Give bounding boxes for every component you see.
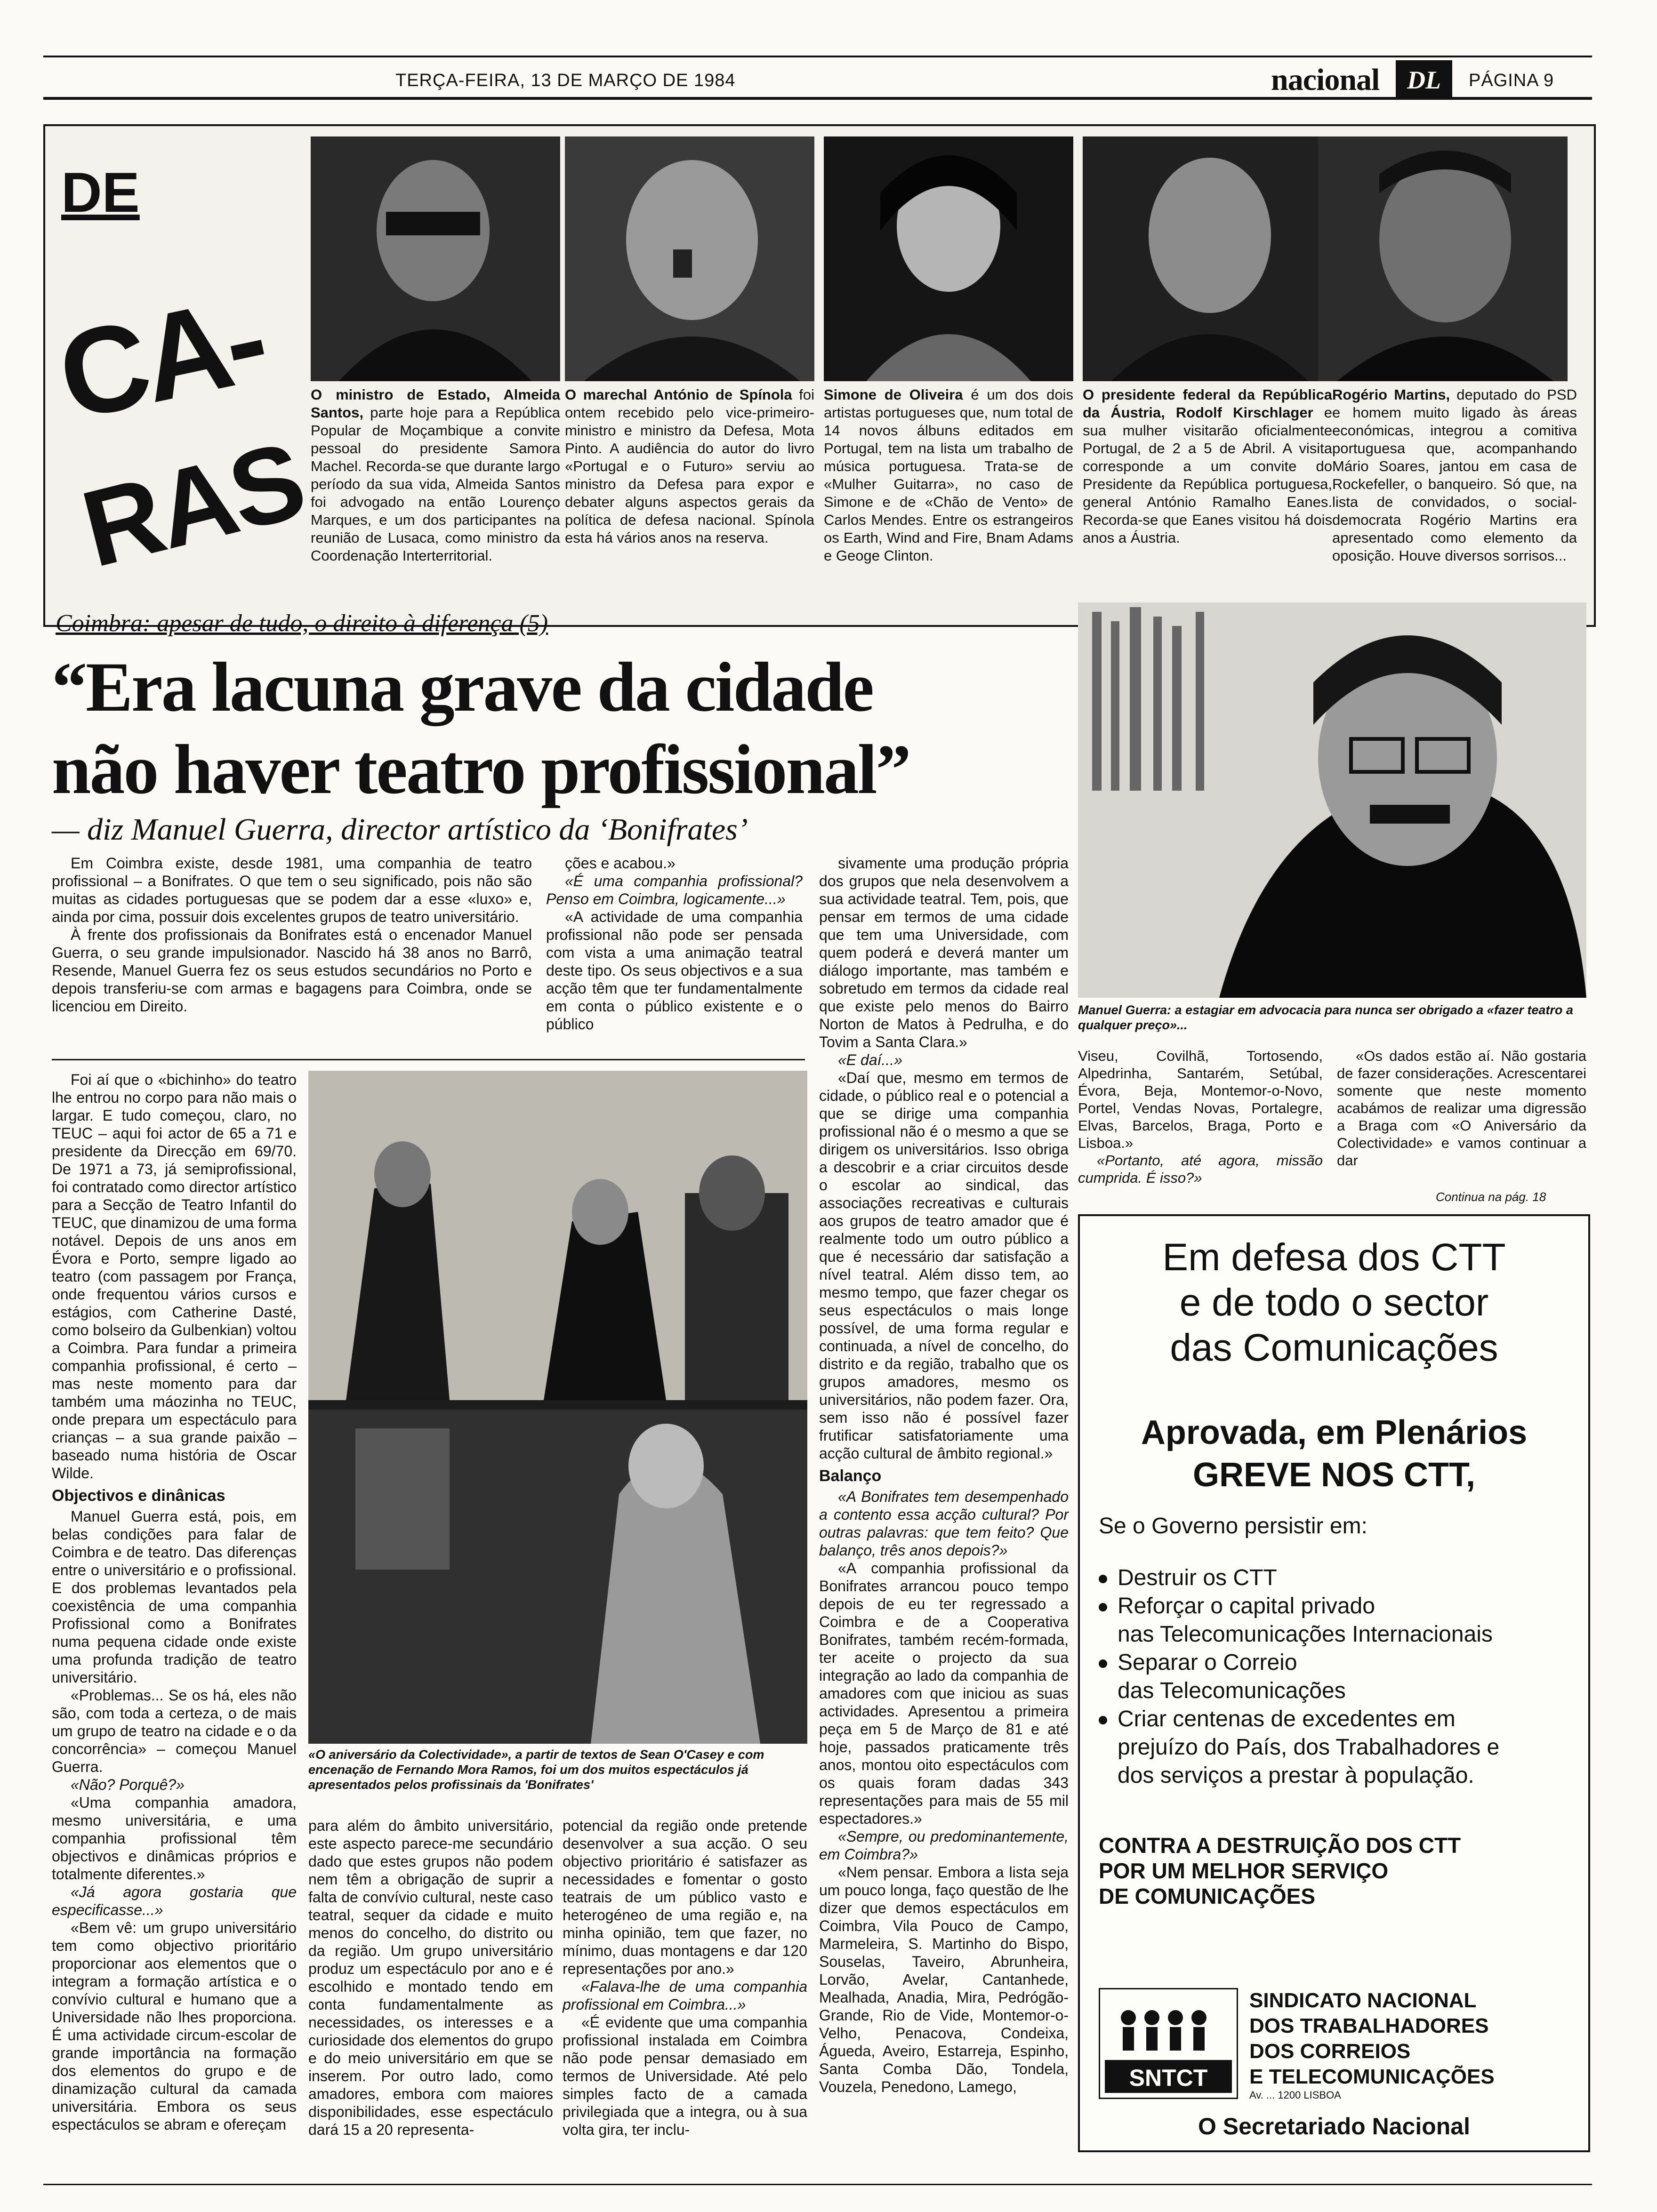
paragraph: «Nem pensar. Embora a lista seja um pouco longa, faço questão de lhe dizer que demos espectáculos em Coimbra, Vila Pouco de Campo, Marmeleira, S. Martinho do Bispo, Souselas, Taveiro, Abrunheira, Lorvão, Avelar, Cantanhede, Mealhada, Anadia, Mira, Pedrógão-Grande, Rio de Vide, Montemor-o-Velho, Penacova, Condeixa, Águeda, Aveiro, Estarreja, Espinho, Santa Comba Dão, Tondela, Vouzela, Penedono, Lamego, xyxy=(819,1864,1069,2095)
caption-text: deputado do PSD e homem muito ligado às áreas económicas, integrou a comitiva portuguesa que, acompanhando Mário Soares, jantou em casa de Rockefeller, o banqueiro. Só que, na lista de convidados, o social-democrata Rogério Martins era apresentado como elemento da oposição. Houve diversos sorrisos... xyxy=(1332,386,1577,564)
ad-item-3-cont: das Telecomunicações xyxy=(1118,1678,1346,1703)
ad-title-line-2: e de todo o sector xyxy=(1179,1281,1489,1324)
paragraph: «Uma companhia amadora, mesmo universitária, e uma companhia profissional têm objectivos e dinâmicas próprios e totalmente diferentes.» xyxy=(52,1794,297,1883)
ad-slogan-1: CONTRA A DESTRUIÇÃO DOS CTT xyxy=(1099,1833,1461,1858)
ad-item-text: Reforçar o capital privado xyxy=(1118,1594,1375,1619)
caption-almeida-santos xyxy=(311,386,560,612)
paragraph: «Os dados estão aí. Não gostaria de fazer considerações. Acrescentarei somente que neste momento acabámos de realizar uma digressão a Braga com «O Aniversário da Colectividade» e vamos continuar a dar xyxy=(1337,1048,1586,1169)
subheading-objectivos: Objectivos e dinânicas xyxy=(52,1487,225,1505)
column-4 xyxy=(1078,1047,1323,1186)
column-5 xyxy=(1337,1047,1586,1169)
caption-name: Rogério Martins, xyxy=(1332,386,1450,403)
question: «Falava-lhe de uma companhia profissional em Coimbra...» xyxy=(563,1978,807,2013)
paragraph: potencial da região onde pretende desenvolver a sua acção. O seu objectivo prioritário é satisfazer as necessidades e fomentar o gosto teatrais de um público vasto e heterogéneo de uma região e, na minha opinião, tem que fazer, no mínimo, duas montagens e dar 120 representações por ano.» xyxy=(563,1817,807,1977)
ad-item-1 xyxy=(1099,1564,1579,1592)
ad-intro: Se o Governo persistir em: xyxy=(1099,1514,1367,1539)
bullet-icon xyxy=(1099,1716,1107,1724)
paragraph: Foi aí que o «bichinho» do teatro lhe entrou no corpo para não mais o largar. E tudo começou, claro, no TEUC – aqui foi actor de 65 a 71 e presidente da Direcção em 69/70. De 1971 a 73, já semiprofissional, foi contratado como director artístico para a Secção de Teatro Infantil do TEUC, que dinamizou de uma forma notável. Depois de uns anos em Évora e Porto, sempre ligado ao teatro (com passagem por França, onde frequentou vários cursos e estágios, com Catherine Dasté, como bolseiro da Gulbenkian) voltou a Coimbra. Para fundar a primeira companhia profissional, é certo – mas neste momento para dar também uma máozinha no TEUC, onde prepara um espectáculo para crianças – a sua grande paixão – baseado numa história de Oscar Wilde. xyxy=(52,1071,297,1482)
caption-simone-oliveira xyxy=(824,386,1073,612)
question: «A Bonifrates tem desempenhado a contento essa acção cultural? Por outras palavras: que tem feito? Que balanço, três anos depois?» xyxy=(819,1488,1069,1559)
portrait-rogerio-martins xyxy=(1318,136,1568,381)
bullet-icon xyxy=(1099,1659,1107,1668)
caption-name: O ministro de Estado, Almeida Santos, xyxy=(311,386,560,421)
photo-stage-aniversario xyxy=(308,1071,807,1744)
bullet-icon xyxy=(1099,1603,1107,1611)
portrait-simone-oliveira xyxy=(824,136,1073,381)
caras-word-ca: CA- xyxy=(47,270,275,446)
header-date: TERÇA-FEIRA, 13 DE MARÇO DE 1984 xyxy=(395,71,736,90)
ad-slogan-2: POR UM MELHOR SERVIÇO xyxy=(1099,1859,1389,1883)
question: «Sempre, ou predominantemente, em Coimbra?» xyxy=(819,1828,1069,1863)
paragraph: «Bem vê: um grupo universitário tem como objectivo prioritário proporcionar aos elementos que o integram a formação artística e o convívio cultural e humano que a Universidade não lhes proporciona. É uma actividade circum-escolar de grande importância na formação dos elementos do grupo e de dinamização cultural da camada universitária. Embora os seus espectáculos se abram e ofereçam xyxy=(52,1919,297,2133)
portrait-almeida-santos xyxy=(311,136,560,381)
header-page-number: PÁGINA 9 xyxy=(1469,71,1554,90)
sntct-logo-icon xyxy=(1099,1988,1238,2099)
paragraph: «Daí que, mesmo em termos de cidade, o público real e o potencial a que se dirige uma companhia profissional não é o mesmo a que se dirigem os universitários. Isso obriga a descobrir e a criar circuitos desde o escolar ao sindical, das associações recreativas e culturais aos grupos de teatro amador que é realmente todo um outro público a que é necessário dar satisfação a nível teatral. Além disso tem, ao mesmo tempo, que fazer chegar os seus espectáculos o mais longe possível, de uma forma regular e continuada, a nível de concelho, do distrito e da região, trabalho que os grupos amadores, mesmo os universitários, não podem fazer. Ora, sem isso não é possível fazer frutificar satisfatoriamente uma acção cultural de âmbito regional.» xyxy=(819,1069,1069,1462)
column-1 xyxy=(52,1071,297,2133)
top-rule xyxy=(43,56,1592,57)
logo-letters: DL xyxy=(1407,66,1441,94)
photo-manuel-guerra xyxy=(1078,602,1586,998)
paragraph: Em Coimbra existe, desde 1981, uma companhia de teatro profissional – a Bonifrates. O que tem o seu significado, pois não são muitas as cidades portuguesas que se podem dar a esse «luxo» e, ainda por cima, possuir dois excelentes grupos de teatro universitário. xyxy=(52,855,532,925)
ad-item-4-cont-2: dos serviços a prestar à população. xyxy=(1118,1763,1474,1788)
paragraph: «A actividade de uma companhia profissional não pode ser pensada com vista a uma animação teatral deste tipo. Os seus objectivos e a sua acção têm que ter fundamentalmente em conta o público existente e o público xyxy=(546,908,803,1033)
ad-approved: Aprovada, em Plenários xyxy=(1141,1414,1528,1451)
caption-name: O presidente federal da República da Áustria, Rodolf Kirschlager xyxy=(1083,386,1332,421)
question: «Já agora gostaria que especificasse...» xyxy=(52,1883,297,1918)
ad-slogan-3: DE COMUNICAÇÕES xyxy=(1099,1884,1316,1908)
union-name xyxy=(1249,1988,1495,2090)
photo-caption-manuel-guerra: Manuel Guerra: a estagiar em advocacia para nunca ser obrigado a «fazer teatro a qualquer preço»... xyxy=(1078,1003,1573,1032)
caras-word-de: DE xyxy=(61,161,140,224)
article-subhead: — diz Manuel Guerra, director artístico da ‘Bonifrates’ xyxy=(52,812,748,847)
ad-item-text: Separar o Correio xyxy=(1118,1650,1297,1675)
question: «É uma companhia profissional? Penso em Coimbra, logicamente...» xyxy=(546,873,803,907)
caption-text: parte hoje para a República Popular de Moçambique a convite pessoal do presidente Samora Machel. Recorda-se que durante largo período da sua vida, Almeida Santos foi advogado na então Lourenço Marques, e um dos participantes na reunião de Lusaca, como ministro da Coordenação Interterritorial. xyxy=(311,404,560,564)
column-3 xyxy=(819,854,1069,2096)
union-line-4: E TELECOMUNICAÇÕES xyxy=(1249,2065,1495,2088)
bottom-rule xyxy=(43,2184,1592,2185)
paragraph: «Problemas... Se os há, eles não são, com toda a certeza, o de mais um grupo de teatro na cidade e o da concorrência» – começou Manuel Guerra. xyxy=(52,1687,297,1775)
caption-name: Simone de Oliveira xyxy=(824,386,963,403)
bullet-icon xyxy=(1099,1575,1107,1583)
lead-divider xyxy=(52,1059,805,1060)
question: «Não? Porquê?» xyxy=(71,1776,185,1793)
column-2-lower xyxy=(308,1817,553,2139)
caption-kirschlager xyxy=(1083,386,1332,612)
paragraph: «A companhia profissional da Bonifrates arrancou pouco tempo depois de eu ter regressado a Coimbra e de a Cooperativa Bonifrates, também recém-formada, ter aceite o projecto da sua integração ao lado da companhia de amadores com que iniciou as suas actividades. Apresentou a primeira peça em 5 de Março de 81 e até hoje, passados praticamente três anos, montou oito espectáculos com os quais foram dadas 343 representações para mais de 55 mil espectadores.» xyxy=(819,1560,1069,1827)
caption-rogerio-martins xyxy=(1332,386,1577,612)
paragraph: sivamente uma produção própria dos grupos que nela desenvolvem a sua actividade teatral. Tem, pois, que pensar em termos de uma cidade que tem uma Universidade, com quem poderá e deverá manter um diálogo importante, mas também e sobretudo em termos da cidade real que existe pelo menos do Bairro Norton de Matos à Pedrulha, e do Tovim a Santa Clara.» xyxy=(819,855,1069,1050)
newspaper-logo-icon xyxy=(1396,60,1452,100)
continued-note: Continua na pág. 18 xyxy=(1436,1190,1546,1204)
ad-signature: O Secretariado Nacional xyxy=(1198,2113,1470,2140)
ad-title-line-3: das Comunicações xyxy=(1170,1326,1498,1369)
ad-item-4-cont-1: prejuízo do País, dos Trabalhadores e xyxy=(1118,1735,1500,1760)
paragraph: para além do âmbito universitário, este aspecto parece-me secundário dado que estes grupos não podem nem têm a obrigação de suprir a falta de convívio cultural, neste caso teatral, sequer da cidade e muito menos do concelho, do distrito ou da região. Um grupo universitário produz um espectáculo por ano e é escolhido e montado tendo em conta fundamentalmente as necessidades, os interesses e a curiosidade dos elementos do grupo e do meio universitário em que se inserem. Por outro lado, como amadores, embora com maiores disponibilidades, esse espectáculo dará 15 a 20 representa- xyxy=(308,1817,553,2138)
paragraph: ções e acabou.» xyxy=(565,855,676,872)
question: «E daí...» xyxy=(838,1051,902,1068)
union-line-2: DOS TRABALHADORES xyxy=(1249,2014,1489,2037)
caption-name: O marechal António de Spínola xyxy=(565,386,792,403)
union-line-3: DOS CORREIOS xyxy=(1249,2040,1411,2063)
portrait-kirschlager xyxy=(1083,136,1332,381)
ad-item-text: Destruir os CTT xyxy=(1118,1565,1277,1590)
headline-line-2: não haver teatro profissional” xyxy=(52,730,910,809)
article-kicker: Coimbra: apesar de tudo, o direito à diferença (5) xyxy=(56,610,548,637)
portrait-antonio-spinola xyxy=(565,136,814,381)
caras-word-ras: RAS xyxy=(71,419,314,590)
question: «Portanto, até agora, missão cumprida. É isso?» xyxy=(1078,1152,1323,1186)
ctt-ad-box xyxy=(1078,1214,1590,2152)
photo-caption-stage: «O aniversário da Colectividade», a partir de textos de Sean O'Casey e com encenação de Fernando Mora Ramos, foi um dos muitos espectáculos já apresentados pelos profissinais da 'Bonifrates' xyxy=(308,1747,764,1792)
union-line-1: SINDICATO NACIONAL xyxy=(1249,1989,1477,2012)
caption-text: foi ontem recebido pelo vice-primeiro-ministro e ministro da Defesa, Mota Pinto. A audiência do autor do livro «Portugal e o Futuro» serviu ao ministro da Defesa para expor e debater alguns aspectos gerais da política de defesa nacional. Spínola esta há vários anos na reserva. xyxy=(565,386,815,546)
ad-strike: GREVE NOS CTT, xyxy=(1192,1456,1476,1494)
headline-line-1: “Era lacuna grave da cidade xyxy=(52,648,873,726)
ad-item-2 xyxy=(1099,1593,1579,1620)
header-section: nacional xyxy=(1271,63,1380,97)
paragraph: Viseu, Covilhã, Tortosendo, Alpedrinha, Santarém, Setúbal, Évora, Beja, Montemor-o-Novo, Portel, Vendas Novas, Portalegre, Elvas, Barcelos, Braga, Porto e Lisboa.» xyxy=(1078,1048,1323,1151)
caption-antonio-spinola xyxy=(565,386,814,612)
ad-title-line-1: Em defesa dos CTT xyxy=(1162,1236,1506,1279)
paragraph: Manuel Guerra está, pois, em belas condições para falar de Coimbra e de teatro. Das diferenças entre o universitário e o profissional. E dos problemas levantados pela coexistência de uma companhia Profissional como a Bonifrates numa pequena cidade onde existe uma profunda tradição de teatro universitário. xyxy=(52,1508,297,1686)
lead-column-1 xyxy=(52,854,532,1015)
ad-item-3 xyxy=(1099,1649,1579,1676)
paragraph: À frente dos profissionais da Bonifrates está o encenador Manuel Guerra, o seu grande impulsionador. Nascido há 38 anos no Barrô, Resende, Manuel Guerra fez os seus estudos secundários no Porto e depois transferiu-se com armas e bagagens para Coimbra, onde se licenciou em Direito. xyxy=(52,926,532,1015)
union-address: Av. ... 1200 LISBOA xyxy=(1249,2089,1341,2101)
paragraph: «É evidente que uma companhia profissional instalada em Coimbra não pode pensar demasiado em termos de Universidade. Até pelo simples facto de a camada privilegiada que a integra, ou à sua volta gira, ter inclu- xyxy=(563,2014,807,2138)
caption-text: é um dos dois artistas portugueses que, num total de 14 novos álbuns editados em Portugal, tem na lista um trabalho de música portuguesa. Trata-se de «Mulher Guitarra», no caso de Simone e de «Chão de Vento» de Carlos Mendes. Entre os estrangeiros os Earth, Wind and Fire, Bnam Adams e Geoge Clinton. xyxy=(824,386,1074,564)
subheading-balanco: Balanço xyxy=(819,1467,882,1485)
caption-text: e sua mulher visitarão oficialmente Portugal, de 2 a 5 de Abril. A visita corresponde a um convite do Presidente da República portuguesa, general António Ramalho Eanes. Recorda-se que Eanes visitou há dois anos a Áustria. xyxy=(1083,404,1332,546)
logo-text: SNTCT xyxy=(1129,2065,1208,2091)
lead-column-2 xyxy=(546,854,803,1033)
header-bottom-rule xyxy=(43,97,1592,100)
ad-item-4 xyxy=(1099,1706,1579,1733)
ad-item-text: Criar centenas de excedentes em xyxy=(1118,1707,1456,1731)
ad-item-2-cont: nas Telecomunicações Internacionais xyxy=(1118,1622,1493,1647)
column-2c-lower xyxy=(563,1817,807,2139)
